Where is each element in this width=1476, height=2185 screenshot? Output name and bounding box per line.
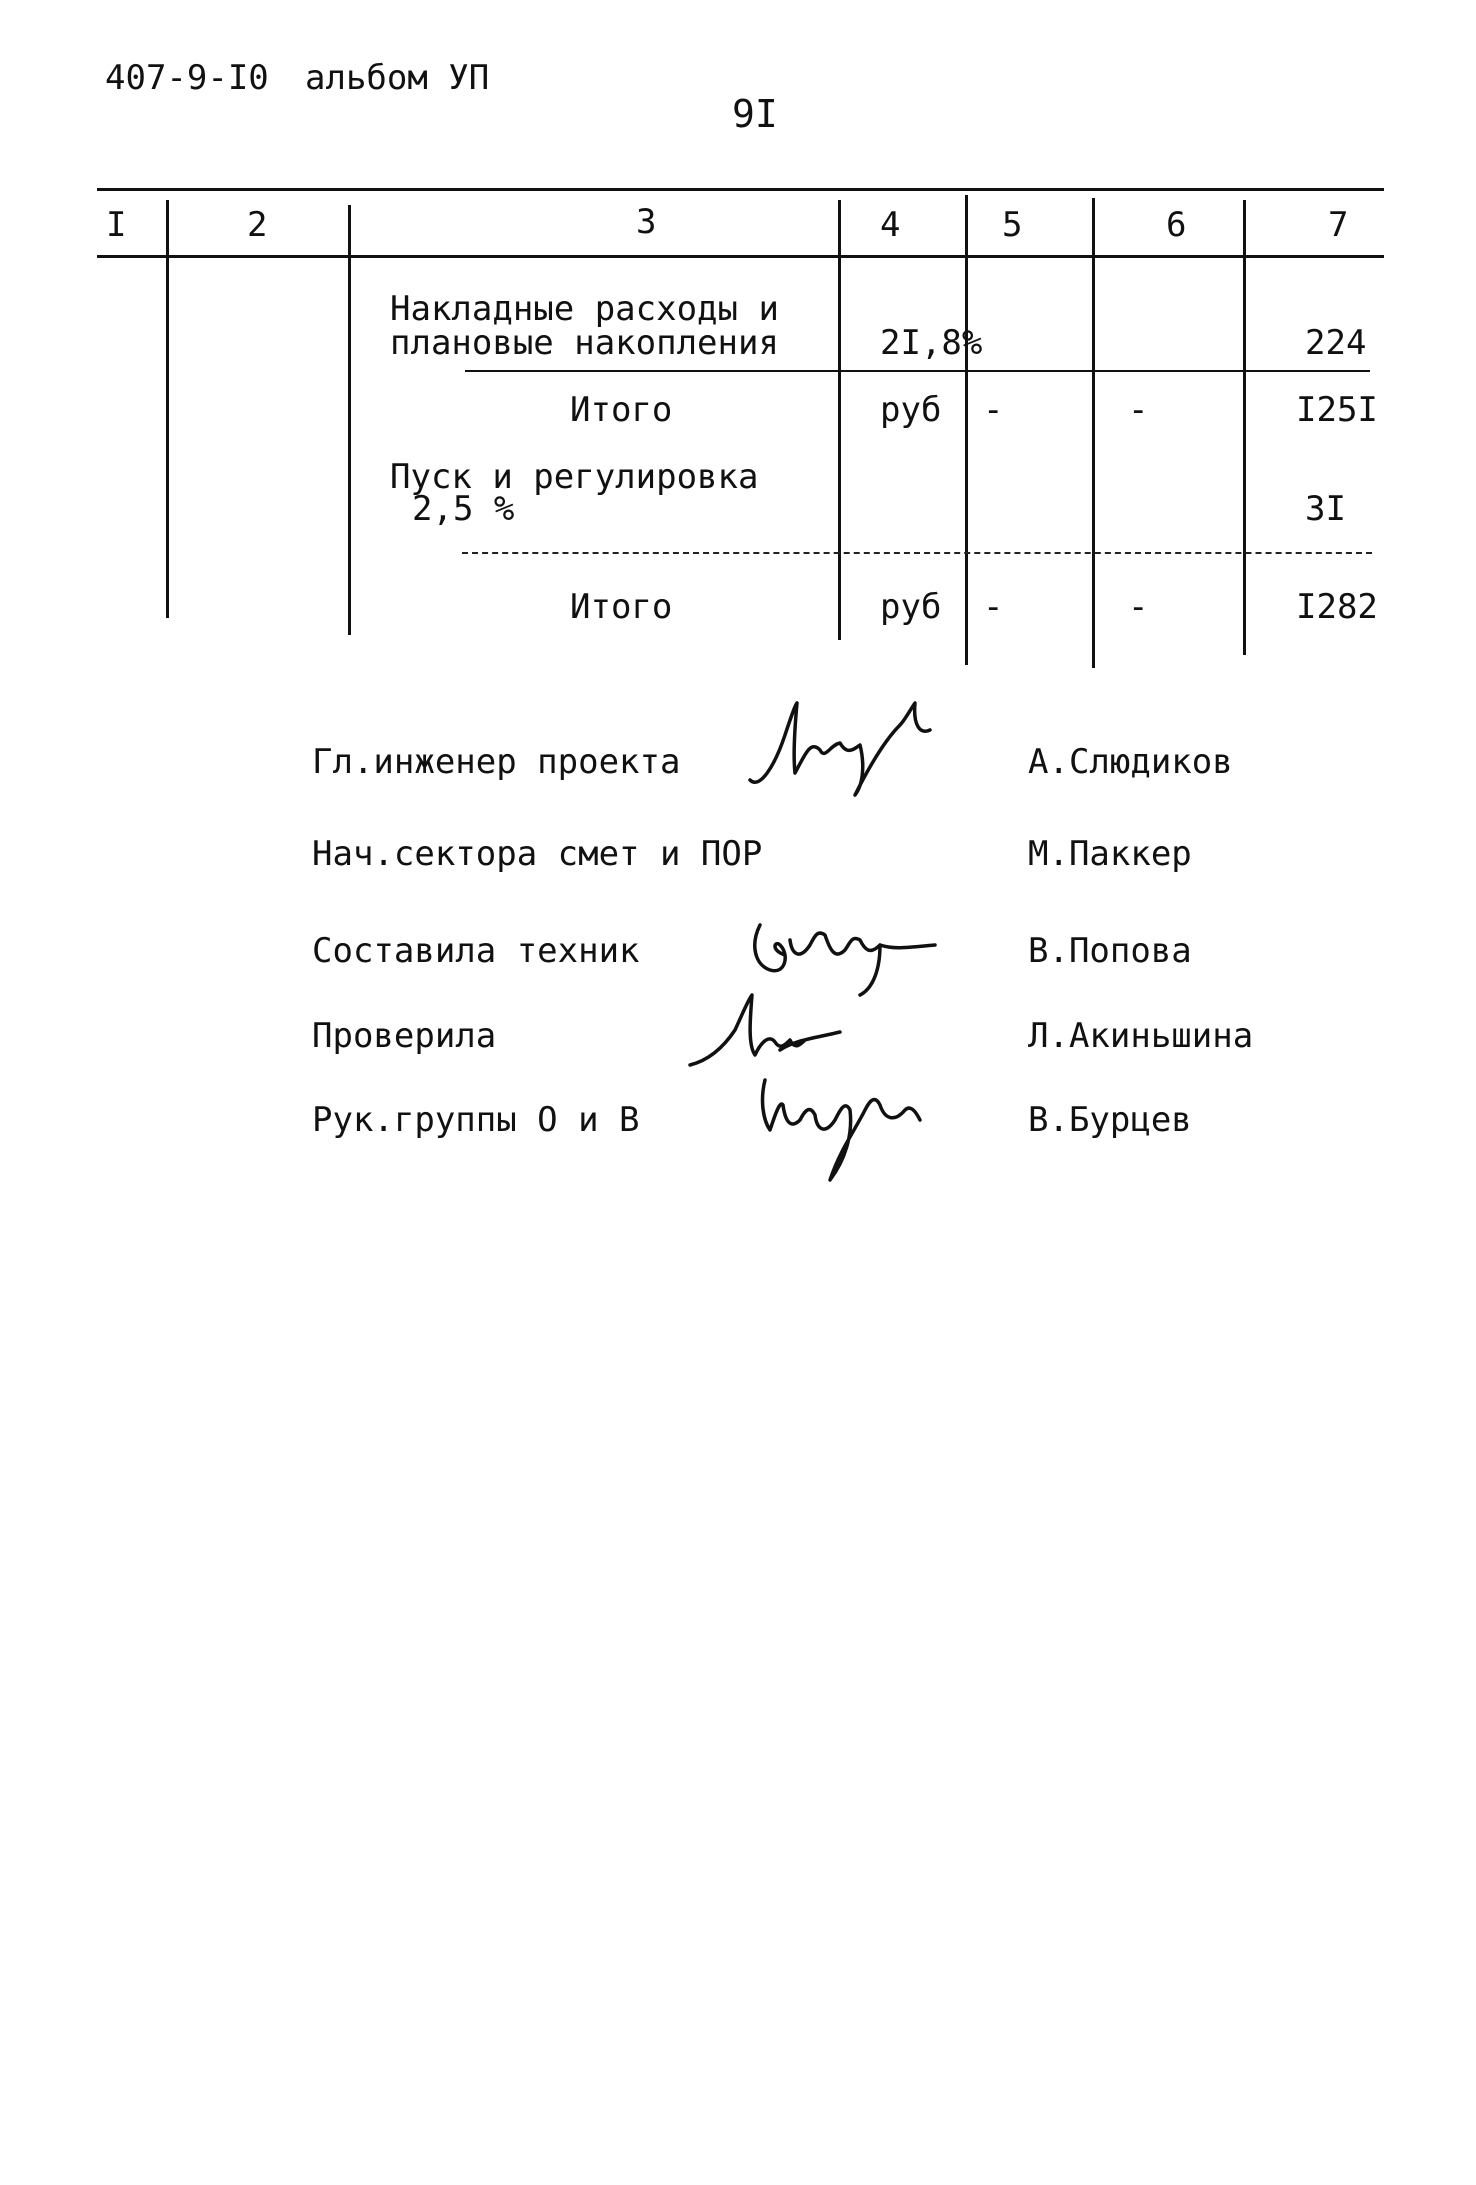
signatory-role: Нач.сектора смет и ПОР [312,834,763,874]
table-cell-unit: руб [880,390,942,430]
column-header: 5 [1002,205,1023,245]
column-divider [348,205,351,635]
table-cell-description: Итого [570,390,673,430]
column-divider [838,200,841,640]
table-cell-amount: 224 [1305,323,1367,363]
table-cell-description: плановые накопления [390,323,779,363]
table-cell-amount: 3I [1305,489,1346,529]
signatory-name: В.Попова [1028,931,1192,971]
page-number: 9I [732,92,778,136]
handwritten-signature [730,905,960,1000]
column-header: I [106,205,127,245]
column-header: 4 [880,205,901,245]
subtotal-rule [465,370,1370,372]
column-header: 2 [247,205,268,245]
signatory-role: Составила техник [312,931,640,971]
subtotal-rule [462,552,1372,554]
column-divider [1092,198,1095,668]
table-cell-empty-mark: - [983,390,1004,430]
table-cell-empty-mark: - [983,587,1004,627]
column-divider [1243,200,1246,655]
table-cell-empty-mark: - [1128,390,1149,430]
table-cell-empty-mark: - [1128,587,1149,627]
signatory-name: М.Паккер [1028,834,1192,874]
column-header: 7 [1328,205,1349,245]
column-divider [965,195,968,665]
table-header-rule [97,255,1384,258]
album-label: альбом УП [305,58,490,98]
signatory-role: Гл.инженер проекта [312,742,681,782]
signatory-name: В.Бурцев [1028,1100,1192,1140]
table-cell-unit: руб [880,587,942,627]
table-cell-amount: I25I [1296,390,1378,430]
signatory-role: Рук.группы О и В [312,1100,640,1140]
handwritten-signature [735,695,975,805]
column-divider [166,200,169,618]
column-header: 6 [1166,205,1187,245]
signatory-name: А.Слюдиков [1028,742,1233,782]
column-header: 3 [636,202,657,242]
table-cell-description: 2,5 % [412,489,515,529]
table-cell-rate: 2I,8% [880,323,983,363]
table-cell-description: Накладные расходы и [390,289,779,329]
table-cell-description: Итого [570,587,673,627]
signatory-role: Проверила [312,1016,497,1056]
table-cell-description: Пуск и регулировка [390,457,759,497]
table-top-rule [97,188,1384,191]
handwritten-signature [745,1060,945,1190]
signatory-name: Л.Акиньшина [1028,1016,1254,1056]
document-code: 407-9-I0 [105,58,269,98]
table-cell-amount: I282 [1296,587,1378,627]
